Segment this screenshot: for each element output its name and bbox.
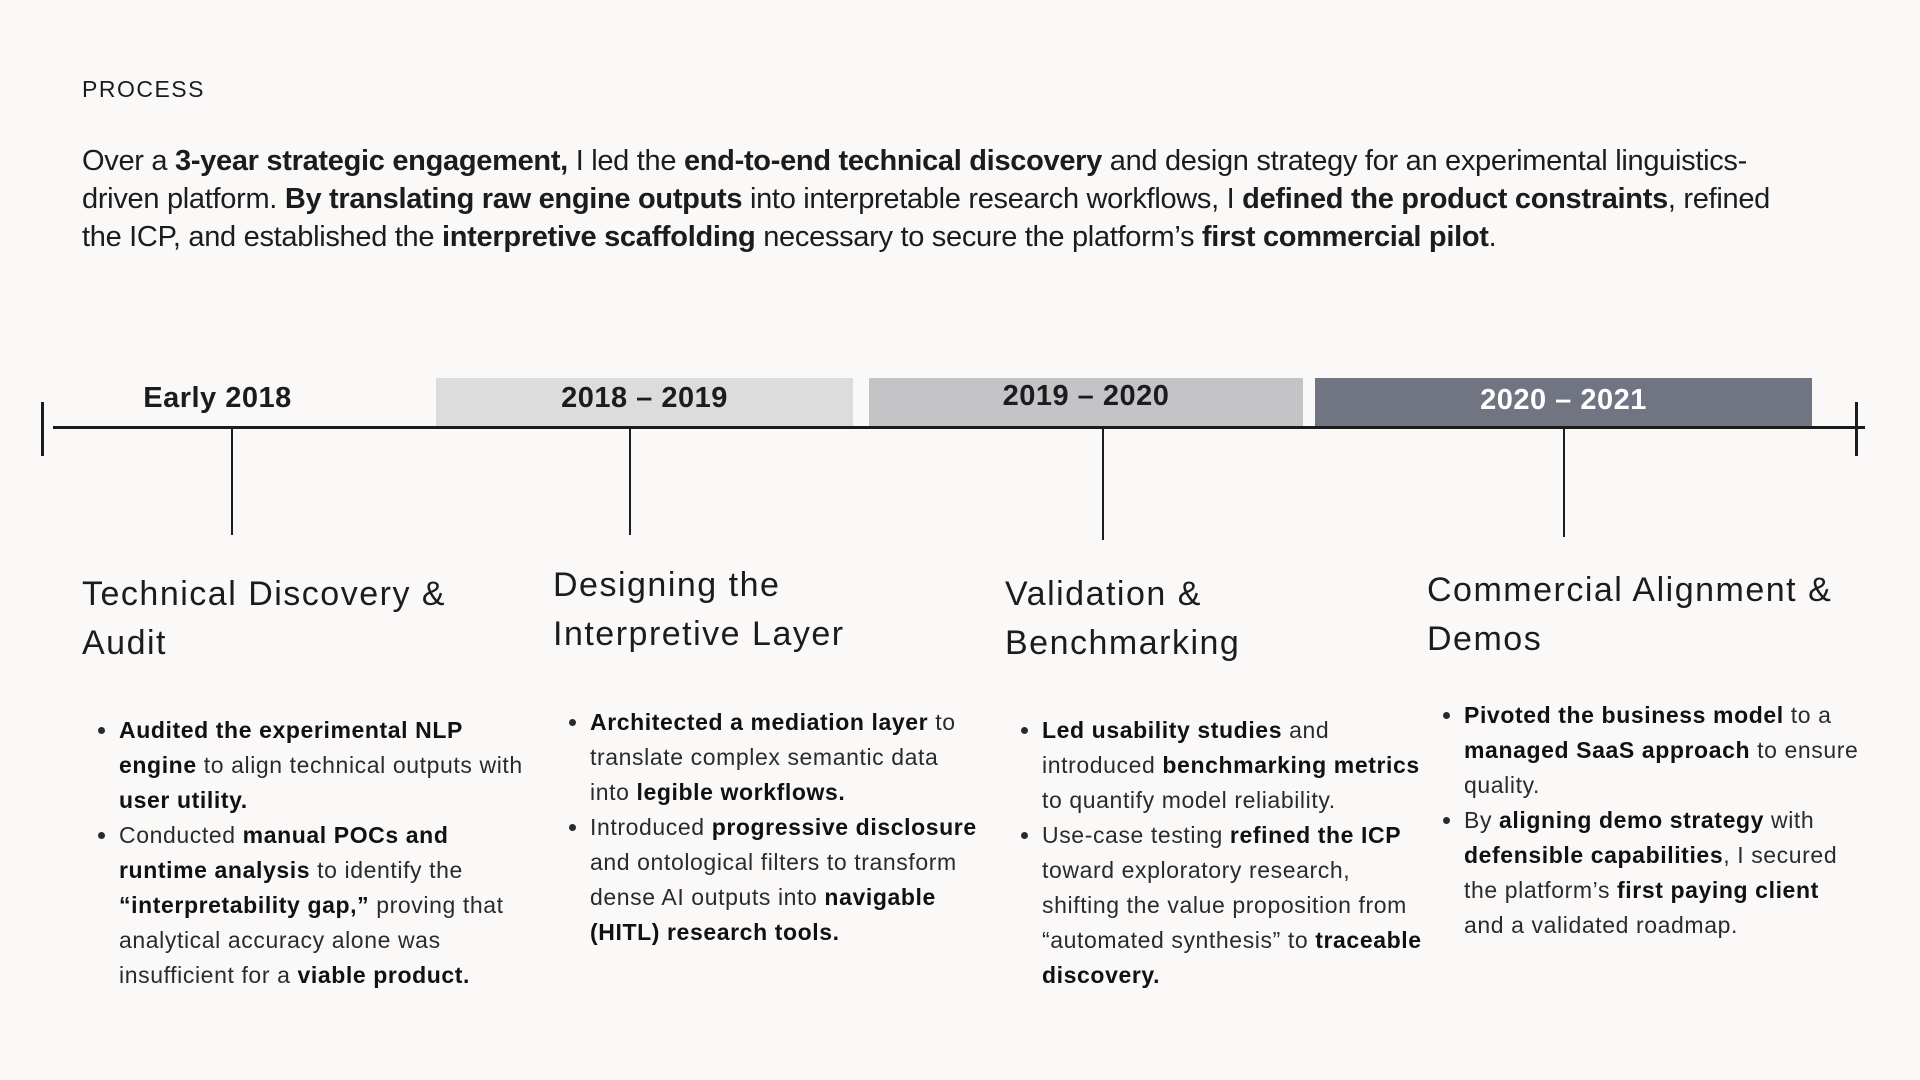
emphasis-text: By translating raw engine outputs <box>284 183 743 215</box>
phase-title-validation: Validation & Benchmarking <box>1005 575 1241 662</box>
phase-title-interpretive-layer: Designing the Interpretive Layer <box>553 566 845 653</box>
bullet-item <box>1042 818 1432 993</box>
section-label: PROCESS <box>82 76 205 102</box>
body-text: Use-case testing <box>1042 822 1230 848</box>
body-text: I led the <box>567 145 684 177</box>
emphasis-text: Led usability studies <box>1042 717 1283 743</box>
body-text: Introduced <box>590 814 712 840</box>
body-text: proving that analytical accuracy alone was insufficient for a <box>119 892 504 988</box>
body-text: necessary to secure the platform’s <box>755 221 1202 253</box>
emphasis-text: defensible capabilities <box>1464 842 1724 868</box>
emphasis-text: first commercial pilot <box>1201 221 1489 253</box>
period-label-2018-2019: 2018 – 2019 <box>561 382 728 414</box>
body-text: into interpretable research workflows, I <box>742 183 1243 215</box>
emphasis-text: progressive disclosure <box>711 814 977 840</box>
emphasis-text: 3-year strategic engagement, <box>175 145 568 177</box>
body-text: to quantify model reliability. <box>1042 787 1336 813</box>
body-text: and ontological filters to transform dense AI outputs into <box>590 849 957 910</box>
emphasis-text: refined the ICP <box>1229 822 1402 848</box>
phase-title-commercial-alignment: Commercial Alignment & Demos <box>1427 571 1833 658</box>
emphasis-text: defined the product constraints <box>1242 183 1668 215</box>
emphasis-text: manual POCs and runtime analysis <box>119 822 449 883</box>
emphasis-text: aligning demo strategy <box>1499 807 1764 833</box>
body-text: to a <box>1783 702 1832 728</box>
phase-title-technical-discovery: Technical Discovery & Audit <box>82 575 447 662</box>
body-text: to identify the <box>310 857 463 883</box>
body-text: . <box>1488 221 1497 253</box>
body-text: and introduced <box>1042 717 1330 778</box>
bullet-item <box>590 705 980 810</box>
emphasis-text: benchmarking metrics <box>1162 752 1420 778</box>
emphasis-text: managed SaaS approach <box>1464 737 1751 763</box>
intro-paragraph <box>82 142 1802 256</box>
emphasis-text: user utility. <box>119 787 248 813</box>
timeline-tick-phase-4 <box>1563 429 1565 537</box>
timeline-tick-phase-3 <box>1102 429 1104 540</box>
emphasis-text: legible workflows. <box>636 779 846 805</box>
emphasis-text: “interpretability gap,” <box>119 892 370 918</box>
phase-bullets-commercial-alignment <box>1427 698 1864 943</box>
bullet-item <box>590 810 980 950</box>
emphasis-text: traceable discovery. <box>1042 927 1422 988</box>
timeline-axis <box>53 426 1865 429</box>
bullet-item <box>1464 803 1864 943</box>
bullet-item <box>119 818 539 993</box>
emphasis-text: first paying client <box>1617 877 1819 903</box>
body-text: By <box>1464 807 1500 833</box>
emphasis-text: Pivoted the business model <box>1464 702 1784 728</box>
body-text: , refined the ICP, and established the <box>82 183 1770 253</box>
body-text: Over a <box>82 145 175 177</box>
timeline-tick-phase-1 <box>231 429 233 535</box>
emphasis-text: end-to-end technical discovery <box>683 145 1102 177</box>
body-text: , I secured the platform’s <box>1464 842 1838 903</box>
period-label-2019-2020: 2019 – 2020 <box>1002 380 1170 412</box>
bullet-item <box>1042 713 1432 818</box>
body-text: Conducted <box>119 822 243 848</box>
body-text: with <box>1764 807 1815 833</box>
body-text: and a validated roadmap. <box>1464 912 1738 938</box>
period-label-early-2018: Early 2018 <box>143 382 292 414</box>
body-text: to align technical outputs with <box>196 752 523 778</box>
emphasis-text: viable product. <box>297 962 471 988</box>
emphasis-text: Architected a mediation layer <box>590 709 929 735</box>
bullet-item <box>1464 698 1864 803</box>
phase-bullets-validation <box>1005 713 1432 993</box>
timeline-start-cap <box>41 402 44 456</box>
body-text: toward exploratory research, shifting the value proposition from “automated synthesis” to <box>1042 857 1407 953</box>
phase-bullets-interpretive-layer <box>553 705 980 950</box>
emphasis-text: interpretive scaffolding <box>441 221 756 253</box>
emphasis-text: Audited the experimental NLP engine <box>119 717 463 778</box>
body-text: and design strategy for an experimental linguistics-driven platform. <box>82 145 1747 215</box>
body-text: to ensure quality. <box>1464 737 1859 798</box>
period-label-2020-2021: 2020 – 2021 <box>1480 384 1647 416</box>
bullet-item <box>119 713 539 818</box>
phase-bullets-technical-discovery <box>82 713 539 993</box>
timeline-end-cap <box>1855 402 1858 456</box>
emphasis-text: navigable (HITL) research tools. <box>590 884 936 945</box>
body-text: to translate complex semantic data into <box>590 709 956 805</box>
timeline-tick-phase-2 <box>629 429 631 535</box>
